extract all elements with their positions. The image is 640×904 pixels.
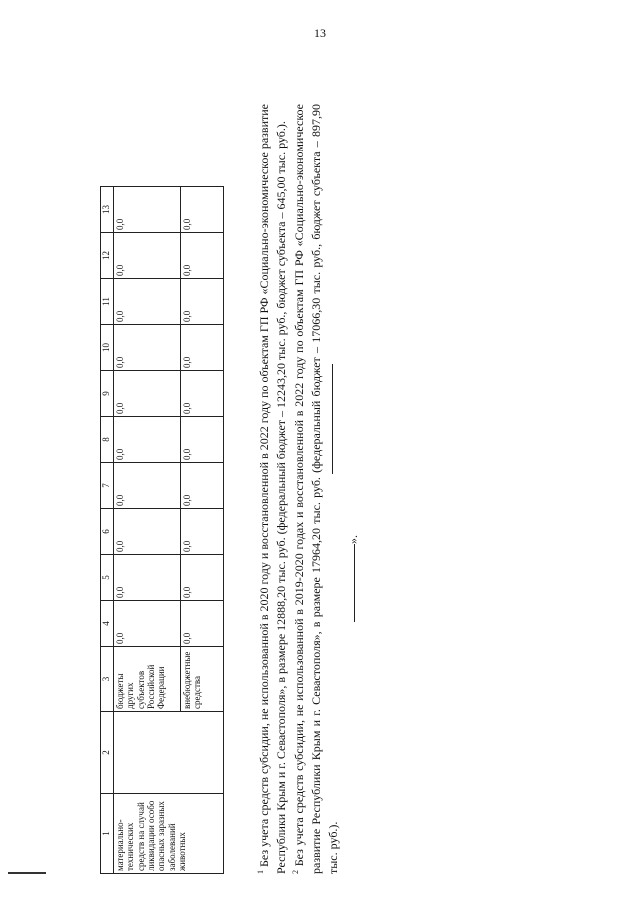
value-cell: 0,0	[181, 555, 224, 601]
value-cell: 0,0	[181, 279, 224, 325]
footnote-1-text: Без учета средств субсидии, не использованной в 2020 году и восстановленной в 2022 году по объектам ГП РФ «Социально-экономическое развитие Республики Крым и г. Севастополя», в размере 12888,20 тыс. руб. (федеральный бюджет – 12243,20 тыс. руб., бюджет субъекта – 645,00 тыс. руб.).	[257, 103, 289, 874]
separator-rule	[332, 364, 333, 474]
value-cell: 0,0	[181, 233, 224, 279]
value-cell: 0,0	[114, 463, 181, 509]
value-cell: 0,0	[114, 279, 181, 325]
value-cell: 0,0	[114, 187, 181, 233]
value-cell: 0,0	[181, 325, 224, 371]
header-cell: 11	[101, 279, 114, 325]
header-cell: 10	[101, 325, 114, 371]
value-cell: 0,0	[114, 555, 181, 601]
footnote-1-mark: 1	[256, 870, 265, 874]
value-cell: 0,0	[181, 371, 224, 417]
header-cell: 7	[101, 463, 114, 509]
value-cell: 0,0	[114, 325, 181, 371]
table-row	[114, 187, 181, 874]
footnote-2-text: Без учета средств субсидии, не использованной в 2019-2020 годах и восстановленной в 2022 году по объектам ГП РФ «Социально-экономическое развитие Республики Крым и г. Севастополя», в размере 17964,20 тыс. руб. (федеральный бюджет – 17066,30 тыс. руб., бюджет субъекта – 897,90 тыс. руб.).	[292, 103, 341, 874]
header-cell: 9	[101, 371, 114, 417]
closing-quote: ».	[346, 535, 361, 544]
footnote-2-mark: 2	[291, 870, 301, 874]
source-cell: бюджеты других субъектов Российской Федерации	[114, 647, 181, 712]
source-cell: внебюджетные средства	[181, 647, 224, 712]
funding-table	[100, 186, 224, 874]
page-number: 13	[314, 26, 326, 40]
header-cell: 3	[101, 647, 114, 712]
value-cell: 0,0	[181, 463, 224, 509]
footnote-2	[290, 104, 342, 874]
header-cell: 8	[101, 417, 114, 463]
signature-rule	[354, 544, 355, 622]
header-cell: 1	[101, 794, 114, 874]
header-cell: 4	[101, 601, 114, 647]
value-cell: 0,0	[181, 601, 224, 647]
closing-line	[345, 104, 362, 874]
empty-cell	[114, 712, 224, 794]
header-cell: 6	[101, 509, 114, 555]
value-cell: 0,0	[114, 601, 181, 647]
header-cell: 13	[101, 187, 114, 233]
footnotes	[255, 104, 362, 874]
value-cell: 0,0	[181, 509, 224, 555]
page-edge-mark	[8, 872, 46, 874]
header-cell: 5	[101, 555, 114, 601]
table-header-row	[101, 187, 114, 874]
value-cell: 0,0	[181, 417, 224, 463]
header-cell: 12	[101, 233, 114, 279]
value-cell: 0,0	[114, 417, 181, 463]
value-cell: 0,0	[114, 509, 181, 555]
value-cell: 0,0	[114, 371, 181, 417]
value-cell: 0,0	[181, 187, 224, 233]
purpose-cell: материально-технических средств на случай ликвидации особо опасных заразных заболеваний животных	[114, 794, 224, 874]
footnote-1	[255, 104, 290, 874]
rotated-content	[100, 74, 361, 874]
header-cell: 2	[101, 712, 114, 794]
value-cell: 0,0	[114, 233, 181, 279]
